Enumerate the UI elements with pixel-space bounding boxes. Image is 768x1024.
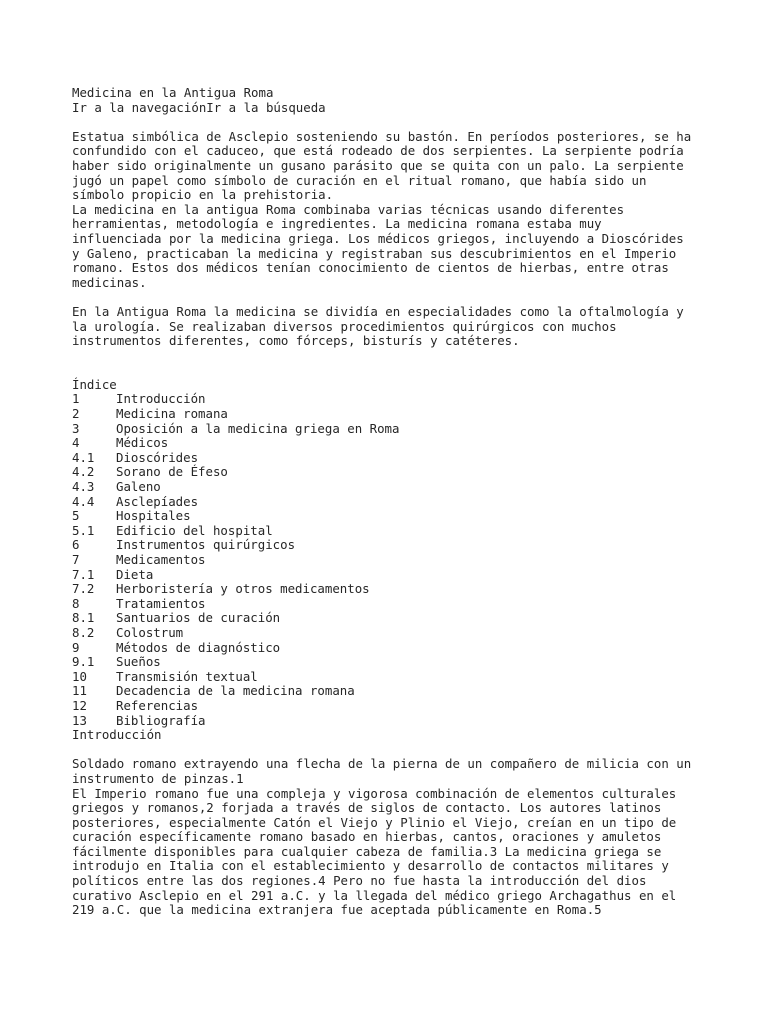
toc-item-label[interactable]: Herboristería y otros medicamentos — [116, 581, 370, 597]
toc-list — [72, 392, 712, 728]
text-line: confundido con el caduceo, que está rodeado de dos serpientes. La serpiente podría — [72, 143, 684, 159]
toc-item-number: 5.1 — [72, 522, 95, 538]
toc-item-number: 8 — [72, 595, 80, 611]
toc-item-label[interactable]: Asclepíades — [116, 493, 199, 509]
toc-item-number: 7.2 — [72, 581, 95, 597]
toc-item[interactable] — [72, 422, 712, 437]
toc-item-number: 9 — [72, 639, 80, 655]
toc-item[interactable] — [72, 626, 712, 641]
toc-item[interactable] — [72, 714, 712, 729]
toc-item[interactable] — [72, 699, 712, 714]
caption-line: Soldado romano extrayendo una flecha de la pierna de un compañero de milicia con un — [72, 756, 692, 772]
text-line: posteriores, especialmente Catón el Viejo y Plinio el Viejo, creían en un tipo de — [72, 814, 677, 830]
toc-item-number: 13 — [72, 712, 87, 728]
toc-item-label[interactable]: Santuarios de curación — [116, 610, 281, 626]
toc-item[interactable] — [72, 684, 712, 699]
text-line: La medicina en la antigua Roma combinaba varias técnicas usando diferentes — [72, 201, 625, 217]
toc-item[interactable] — [72, 538, 712, 553]
toc-item-number: 3 — [72, 420, 80, 436]
toc-item-number: 7 — [72, 552, 80, 567]
toc-item-label[interactable]: Instrumentos quirúrgicos — [116, 537, 296, 553]
toc-item[interactable] — [72, 480, 712, 495]
caption-line: instrumento de pinzas.1 — [72, 770, 244, 786]
toc-item-number: 2 — [72, 406, 80, 422]
text-line: jugó un papel como símbolo de curación en el ritual romano, que había sido un — [72, 172, 647, 188]
toc-item-number: 4.2 — [72, 464, 95, 480]
toc-item-number: 1 — [72, 391, 80, 407]
toc-item[interactable] — [72, 392, 712, 407]
text-line: romano. Estos dos médicos tenían conocimiento de cientos de hierbas, entre otras — [72, 260, 669, 276]
toc-item-label[interactable]: Hospitales — [116, 508, 191, 524]
toc-item[interactable] — [72, 670, 712, 685]
spacer — [72, 115, 712, 130]
text-line: fácilmente disponibles para cualquier cabeza de familia.3 La medicina griega se — [72, 843, 662, 859]
toc-item-label[interactable]: Transmisión textual — [116, 668, 258, 684]
image-caption — [72, 757, 712, 786]
toc-item-label[interactable]: Dioscórides — [116, 449, 199, 465]
text-line: medicinas. — [72, 274, 147, 290]
toc-item-label[interactable]: Tratamientos — [116, 595, 206, 611]
toc-item-label[interactable]: Médicos — [116, 435, 169, 451]
text-line: introdujo en Italia con el establecimiento y desarrollo de contactos militares y — [72, 858, 669, 874]
toc-item-label[interactable]: Sueños — [116, 654, 161, 670]
toc-item-label[interactable]: Dieta — [116, 566, 154, 582]
toc-item-number: 4 — [72, 435, 80, 451]
text-line: curativo Asclepio en el 291 a.C. y la llegada del médico griego Archagathus en el — [72, 887, 677, 903]
toc-item[interactable] — [72, 597, 712, 612]
toc-item[interactable] — [72, 436, 712, 451]
toc-item-label[interactable]: Introducción — [116, 391, 206, 407]
toc-item-number: 10 — [72, 668, 87, 684]
toc-item[interactable] — [72, 568, 712, 583]
toc-item-label[interactable]: Oposición a la medicina griega en Roma — [116, 420, 400, 436]
introduction-body — [72, 787, 712, 918]
text-line: y Galeno, practicaban la medicina y registraban sus descubrimientos en el Imperio — [72, 245, 677, 261]
text-line: curación específicamente romano basado en hierbas, cantos, oraciones y amuletos — [72, 829, 662, 845]
toc-item-number: 8.1 — [72, 610, 95, 626]
spacer — [72, 363, 712, 378]
toc-item-number: 11 — [72, 683, 87, 699]
text-line: 219 a.C. que la medicina extranjera fue aceptada públicamente en Roma.5 — [72, 902, 602, 918]
document-page — [72, 86, 712, 918]
toc-item-label[interactable]: Medicamentos — [116, 552, 206, 567]
spacer — [72, 290, 712, 305]
table-of-contents — [72, 378, 712, 728]
toc-item-label[interactable]: Referencias — [116, 697, 199, 713]
toc-item-number: 4.4 — [72, 493, 95, 509]
toc-item-number: 12 — [72, 697, 87, 713]
text-line: Estatua simbólica de Asclepio sosteniendo su bastón. En períodos posteriores, se ha — [72, 128, 692, 144]
text-line: El Imperio romano fue una compleja y vigorosa combinación de elementos culturales — [72, 785, 677, 801]
intro-paragraph — [72, 130, 712, 291]
toc-item[interactable] — [72, 495, 712, 510]
toc-item-label[interactable]: Métodos de diagnóstico — [116, 639, 281, 655]
toc-item-number: 6 — [72, 537, 80, 553]
toc-item[interactable] — [72, 465, 712, 480]
toc-item-number: 4.1 — [72, 449, 95, 465]
toc-item[interactable] — [72, 655, 712, 670]
text-line: instrumentos diferentes, como fórceps, bisturís y catéteres. — [72, 333, 520, 349]
toc-item[interactable] — [72, 407, 712, 422]
toc-item-number: 4.3 — [72, 479, 95, 495]
text-line: haber sido originalmente un gusano parásito que se quita con un palo. La serpiente — [72, 157, 684, 173]
toc-heading: Índice — [72, 376, 117, 392]
specialties-paragraph — [72, 305, 712, 349]
toc-item-label[interactable]: Colostrum — [116, 624, 184, 640]
toc-item-label[interactable]: Sorano de Éfeso — [116, 464, 228, 480]
text-line: herramientas, metodología e ingredientes. La medicina romana estaba muy — [72, 216, 602, 232]
toc-item-number: 9.1 — [72, 654, 95, 670]
text-line: políticos entre las dos regiones.4 Pero no fue hasta la introducción del dios — [72, 873, 647, 889]
toc-item-label[interactable]: Galeno — [116, 479, 161, 495]
toc-item[interactable] — [72, 641, 712, 656]
text-line: símbolo propicio en la prehistoria. — [72, 187, 334, 203]
text-line: la urología. Se realizaban diversos procedimientos quirúrgicos con muchos — [72, 318, 617, 334]
text-line: En la Antigua Roma la medicina se dividía en especialidades como la oftalmología y — [72, 303, 684, 319]
toc-item-label[interactable]: Edificio del hospital — [116, 522, 273, 538]
text-line: influenciada por la medicina griega. Los médicos griegos, incluyendo a Dioscórides — [72, 230, 684, 246]
toc-item[interactable] — [72, 451, 712, 466]
toc-item-number: 5 — [72, 508, 80, 524]
text-line: griegos y romanos,2 forjada a través de siglos de contacto. Los autores latinos — [72, 800, 662, 816]
navigation-links[interactable]: Ir a la navegaciónIr a la búsqueda — [72, 99, 326, 115]
page-title: Medicina en la Antigua Roma — [72, 85, 274, 100]
toc-item-number: 8.2 — [72, 624, 95, 640]
toc-item-label[interactable]: Decadencia de la medicina romana — [116, 683, 355, 699]
section-heading-introduccion: Introducción — [72, 727, 162, 743]
toc-item-number: 7.1 — [72, 566, 95, 582]
toc-item[interactable] — [72, 509, 712, 524]
spacer — [72, 743, 712, 758]
toc-item[interactable] — [72, 524, 712, 539]
toc-item-label[interactable]: Medicina romana — [116, 406, 228, 422]
toc-item[interactable] — [72, 611, 712, 626]
toc-item[interactable] — [72, 582, 712, 597]
toc-item[interactable] — [72, 553, 712, 568]
spacer — [72, 349, 712, 364]
toc-item-label[interactable]: Bibliografía — [116, 712, 206, 728]
